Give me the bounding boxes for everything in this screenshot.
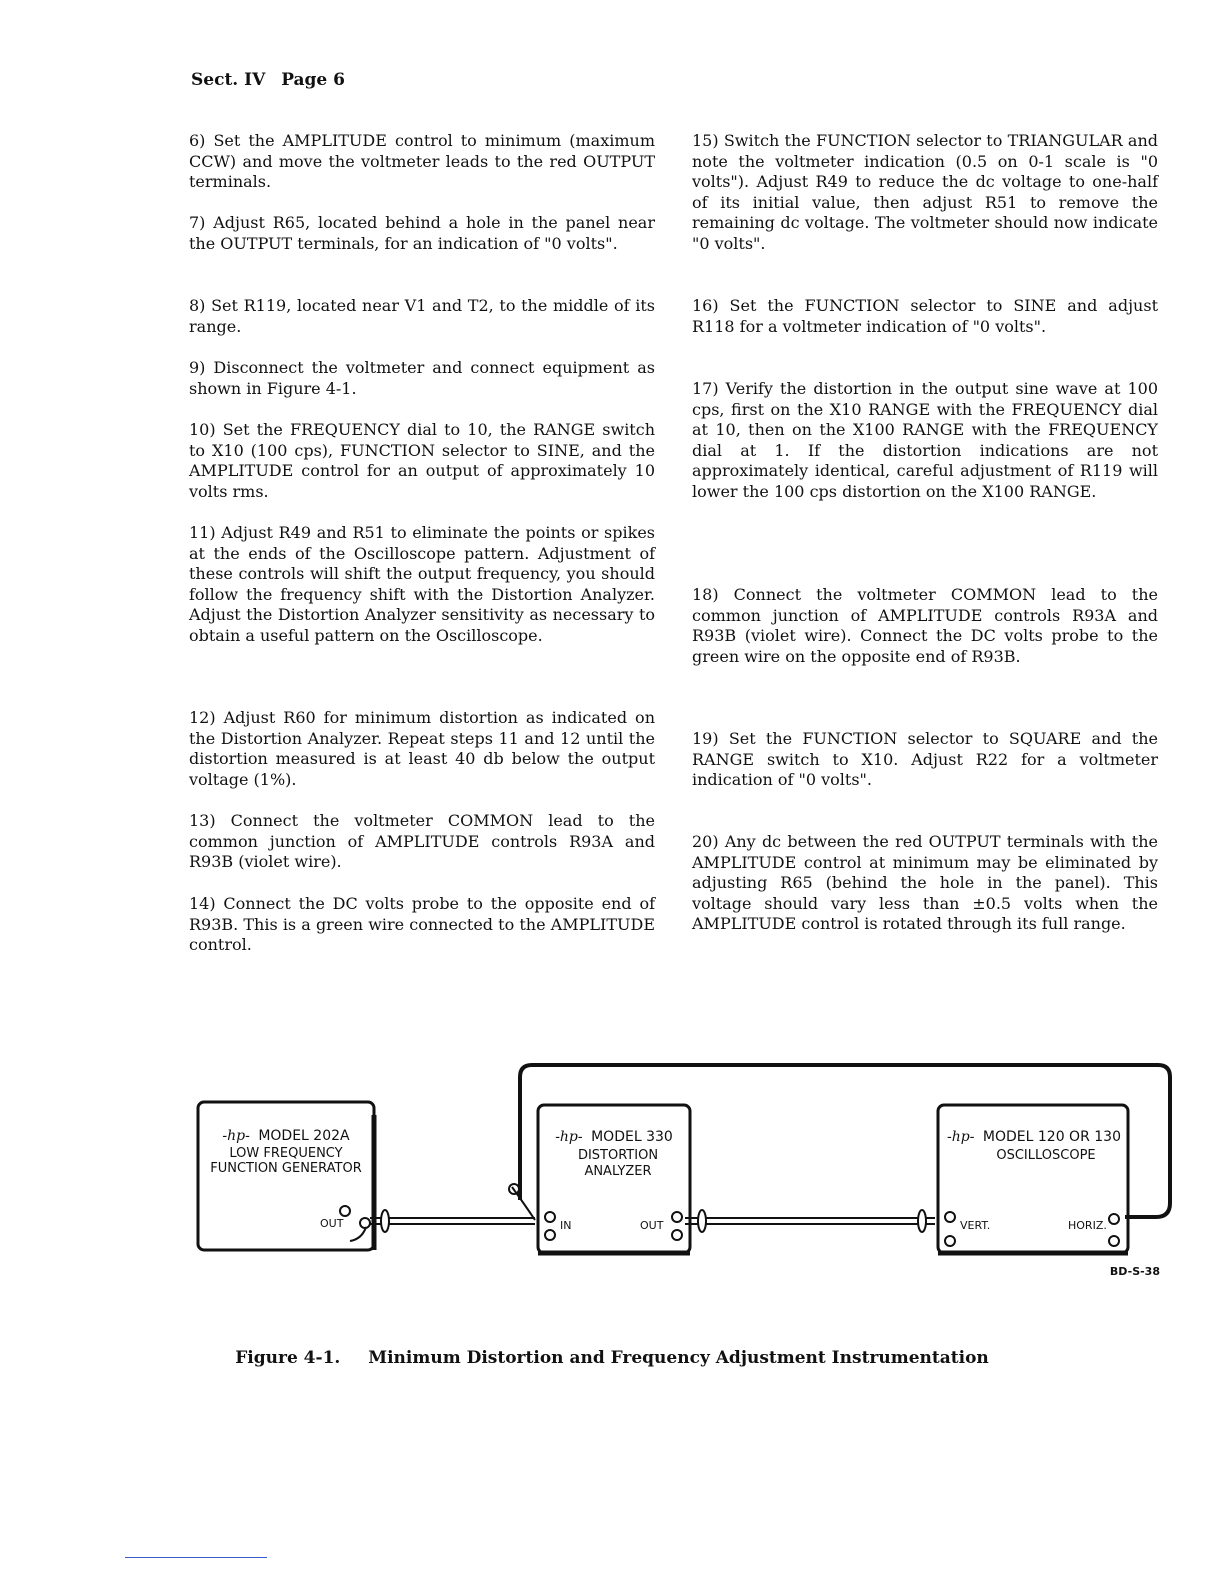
analyzer-title xyxy=(555,1129,673,1145)
scope-horiz-label: HORIZ. xyxy=(1068,1219,1107,1232)
step-8: 8) Set R119, located near V1 and T2, to the middle of its range. xyxy=(189,296,655,336)
scope-horiz-terminal-a xyxy=(1109,1214,1119,1224)
generator-line-3: FUNCTION GENERATOR xyxy=(210,1161,362,1176)
section-label: Sect. IV xyxy=(191,70,266,90)
generator-out-label: OUT xyxy=(320,1217,344,1230)
scope-model: MODEL 120 OR 130 xyxy=(982,1129,1121,1145)
generator-box xyxy=(198,1102,374,1250)
scope-vert-terminal-b xyxy=(945,1236,955,1246)
analyzer-line-3: ANALYZER xyxy=(584,1164,652,1179)
step-7: 7) Adjust R65, located behind a hole in the panel near the OUTPUT terminals, for an indication of "0 volts". xyxy=(189,213,655,253)
step-13: 13) Connect the voltmeter COMMON lead to the common junction of AMPLITUDE controls R93A and R93B (violet wire). xyxy=(189,811,655,872)
step-14: 14) Connect the DC volts probe to the opposite end of R93B. This is a green wire connected to the AMPLITUDE control. xyxy=(189,894,655,955)
step-18: 18) Connect the voltmeter COMMON lead to the common junction of AMPLITUDE controls R93A and R93B (violet wire). Connect the DC volts probe to the green wire on the opposite end of R93B. xyxy=(692,585,1158,666)
scope-horiz-terminal-b xyxy=(1109,1236,1119,1246)
scope-vert-label: VERT. xyxy=(960,1219,991,1232)
step-16: 16) Set the FUNCTION selector to SINE and adjust R118 for a voltmeter indication of "0 volts". xyxy=(692,296,1158,336)
step-17: 17) Verify the distortion in the output sine wave at 100 cps, first on the X10 RANGE with the FREQUENCY dial at 10, then on the X100 RANGE with the FREQUENCY dial at 1. If the distortion indications are not approximately identical, careful adjustment of R119 will lower the 100 cps distortion on the X100 RANGE. xyxy=(692,379,1158,501)
analyzer-out-terminal-a xyxy=(672,1212,682,1222)
analyzer-branch-lead xyxy=(512,1187,535,1220)
equipment-diagram xyxy=(190,1055,1185,1305)
generator-out-terminal-a xyxy=(340,1206,350,1216)
step-19: 19) Set the FUNCTION selector to SQUARE and the RANGE switch to X10. Adjust R22 for a voltmeter indication of "0 volts". xyxy=(692,729,1158,790)
scope-vert-terminal-a xyxy=(945,1212,955,1222)
scope-title xyxy=(947,1129,1121,1145)
analyzer-hp-logo: -hp- xyxy=(555,1129,583,1145)
step-9: 9) Disconnect the voltmeter and connect equipment as shown in Figure 4-1. xyxy=(189,358,655,398)
gen-cable-connector xyxy=(381,1210,389,1232)
diagram-svg xyxy=(190,1055,1185,1305)
scope-cable-connector xyxy=(918,1210,926,1232)
page-number: Page 6 xyxy=(281,70,345,90)
step-10: 10) Set the FREQUENCY dial to 10, the RANGE switch to X10 (100 cps), FUNCTION selector to SINE, and the AMPLITUDE control for an output of approximately 10 volts rms. xyxy=(189,420,655,501)
step-20: 20) Any dc between the red OUTPUT terminals with the AMPLITUDE control at minimum may be eliminated by adjusting R65 (behind the hole in the panel). This voltage should vary less than ±0.5 volts when the AMPLITUDE control is rotated through its full range. xyxy=(692,832,1158,934)
analyzer-model: MODEL 330 xyxy=(591,1129,673,1145)
scope-hp-logo: -hp- xyxy=(947,1129,975,1145)
drawing-code: BD-S-38 xyxy=(1109,1265,1160,1278)
step-15: 15) Switch the FUNCTION selector to TRIANGULAR and note the voltmeter indication (0.5 on 0-1 scale is "0 volts"). Adjust R49 to reduce the dc voltage to one-half of its initial value, then adjust R51 to remove the remaining dc voltage. The voltmeter should now indicate "0 volts". xyxy=(692,131,1158,253)
analyzer-in-label: IN xyxy=(560,1219,572,1232)
generator-title xyxy=(222,1128,350,1144)
analyzer-line-2: DISTORTION xyxy=(577,1148,659,1163)
generator-line-2: LOW FREQUENCY xyxy=(229,1146,343,1161)
analyzer-out-label: OUT xyxy=(640,1219,664,1232)
figure-caption xyxy=(0,1348,1224,1368)
generator-out-terminal-b xyxy=(360,1218,370,1228)
generator-hp-logo: -hp- xyxy=(222,1128,250,1144)
generator-ground-lead xyxy=(350,1227,366,1241)
step-12: 12) Adjust R60 for minimum distortion as indicated on the Distortion Analyzer. Repeat steps 11 and 12 until the distortion measured is at least 40 db below the output voltage (1%). xyxy=(189,708,655,789)
analyzer-out-terminal-b xyxy=(672,1230,682,1240)
analyzer-in-terminal-a xyxy=(545,1212,555,1222)
generator-model: MODEL 202A xyxy=(258,1128,350,1144)
analyzer-cable-connector xyxy=(698,1210,706,1232)
step-6: 6) Set the AMPLITUDE control to minimum (maximum CCW) and move the voltmeter leads to the red OUTPUT terminals. xyxy=(189,131,655,192)
step-11: 11) Adjust R49 and R51 to eliminate the points or spikes at the ends of the Oscilloscope pattern. Adjustment of these controls will shift the output frequency, you should follow the frequency shift with the Distortion Analyzer. Adjust the Distortion Analyzer sensitivity as necessary to obtain a useful pattern on the Oscilloscope. xyxy=(189,523,655,645)
scope-line-2: OSCILLOSCOPE xyxy=(996,1148,1096,1163)
analyzer-in-terminal-b xyxy=(545,1230,555,1240)
caption-number: Figure 4-1. xyxy=(235,1348,341,1368)
page-header xyxy=(191,70,345,90)
footer-rule xyxy=(125,1557,267,1558)
caption-title: Minimum Distortion and Frequency Adjustment Instrumentation xyxy=(368,1348,989,1368)
